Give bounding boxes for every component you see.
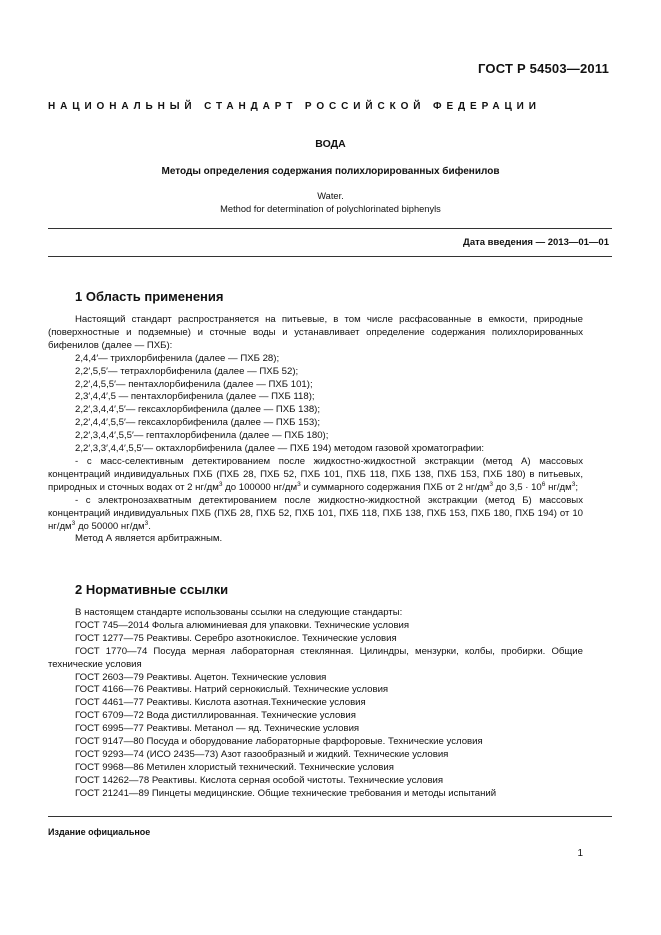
reference-item: ГОСТ 1770—74 Посуда мерная лабораторная стеклянная. Цилиндры, мензурки, колбы, пробирки. Общие технические условия [48,645,583,670]
reference-item: ГОСТ 21241—89 Пинцеты медицинские. Общие технические требования и методы испытаний [75,787,497,799]
compound-item: 2,2′,5,5′— тетрахлорбифенила (далее — ПХБ 52); [75,365,299,377]
section-1-body [48,314,583,546]
compound-item: 2,2′,3,4,4′,5,5′— гептахлорбифенила (далее — ПХБ 180); [75,430,329,442]
header-divider [48,228,612,229]
document-subtitle: Методы определения содержания полихлорированных бифенилов [161,166,500,177]
date-divider [48,256,612,257]
compound-item: 2,2′,4,5,5′— пентахлорбифенила (далее — ПХБ 101); [75,378,313,390]
reference-item: ГОСТ 9293—74 (ИСО 2435—73) Азот газообразный и жидкий. Технические условия [75,748,449,760]
page-number: 1 [577,848,583,859]
reference-item: ГОСТ 6709—72 Вода дистиллированная. Технические условия [75,710,356,722]
reference-item: ГОСТ 14262—78 Реактивы. Кислота серная особой чистоты. Технические условия [75,774,444,786]
method-a-description: - с масс-селективным детектированием после жидкостно-жидкостной экстракции (метод А) массовых концентраций индивидуальных ПХБ (ПХБ 28, ПХБ 52, ПХБ 101, ПХБ 118, ПХБ 138, ПХБ 153, ПХБ 180) в питьевых, природных и сточных водах от 2 $нг/дм^3$ до 100000 $нг/дм^3$ и суммарного содержания ПХБ от 2 $нг/дм^3$ до $3,5 \cdot 10^6$ $нг/дм^3$; [48,455,583,493]
reference-item: ГОСТ 4166—76 Реактивы. Натрий сернокислый. Технические условия [75,684,389,696]
method-b-description: - с электронозахватным детектированием после жидкостно-жидкостной экстракции (метод Б) массовых концентраций индивидуальных ПХБ (ПХБ 28, ПХБ 52, ПХБ 101, ПХБ 118, ПХБ 138, ПХБ 153, ПХБ 180, ПХБ 194) от 10 $нг/дм^3$ до 50000 $нг/дм^3$. [48,494,583,532]
document-title: ВОДА [315,138,346,150]
arbitration-note: Метод А является арбитражным. [75,533,223,545]
compound-item: 2,2′,3,3′,4,4′,5,5′— октахлорбифенила (далее — ПХБ 194) методом газовой хроматографии: [75,443,484,455]
introduction-date: Дата введения — 2013—01—01 [463,237,609,248]
section-2-body [48,607,583,801]
section-2-heading: 2 Нормативные ссылки [75,582,229,597]
section-1-heading: 1 Область применения [75,289,224,304]
national-standard-heading: НАЦИОНАЛЬНЫЙ СТАНДАРТ РОССИЙСКОЙ ФЕДЕРАЦИИ [48,101,541,112]
reference-item: ГОСТ 745—2014 Фольга алюминиевая для упаковки. Технические условия [75,619,410,631]
reference-item: ГОСТ 6995—77 Реактивы. Метанол — яд. Технические условия [75,723,360,735]
reference-item: ГОСТ 4461—77 Реактивы. Кислота азотная.Технические условия [75,697,366,709]
reference-item: ГОСТ 9968—86 Метилен хлористый технический. Технические условия [75,761,394,773]
section-1-intro: Настоящий стандарт распространяется на питьевые, в том числе расфасованные в емкости, природные (поверхностные и подземные) и сточные воды и устанавливает определение содержания полихлорированных бифенилов (далее — ПХБ): [48,314,583,351]
reference-item: ГОСТ 2603—79 Реактивы. Ацетон. Технические условия [75,671,327,683]
footer-divider [48,816,612,817]
reference-item: ГОСТ 1277—75 Реактивы. Серебро азотнокислое. Технические условия [75,632,397,644]
reference-item: ГОСТ 9147—80 Посуда и оборудование лабораторные фарфоровые. Технические условия [75,736,483,748]
compound-item: 2,2′,3,4,4′,5′— гексахлорбифенила (далее — ПХБ 138); [75,404,321,416]
english-title: Water. [317,191,344,201]
document-code: ГОСТ Р 54503—2011 [478,61,609,76]
section-2-intro: В настоящем стандарте использованы ссылки на следующие стандарты: [75,607,403,618]
english-subtitle: Method for determination of polychlorinated biphenyls [220,204,441,214]
compound-item: 2,2′,4,4′,5,5′— гексахлорбифенила (далее — ПХБ 153); [75,417,321,429]
compound-item: 2,4,4′— трихлорбифенила (далее — ПХБ 28); [75,352,280,364]
compound-item: 2,3′,4,4′,5 — пентахлорбифенила (далее — ПХБ 118); [75,391,315,403]
official-edition-label: Издание официальное [48,827,151,837]
